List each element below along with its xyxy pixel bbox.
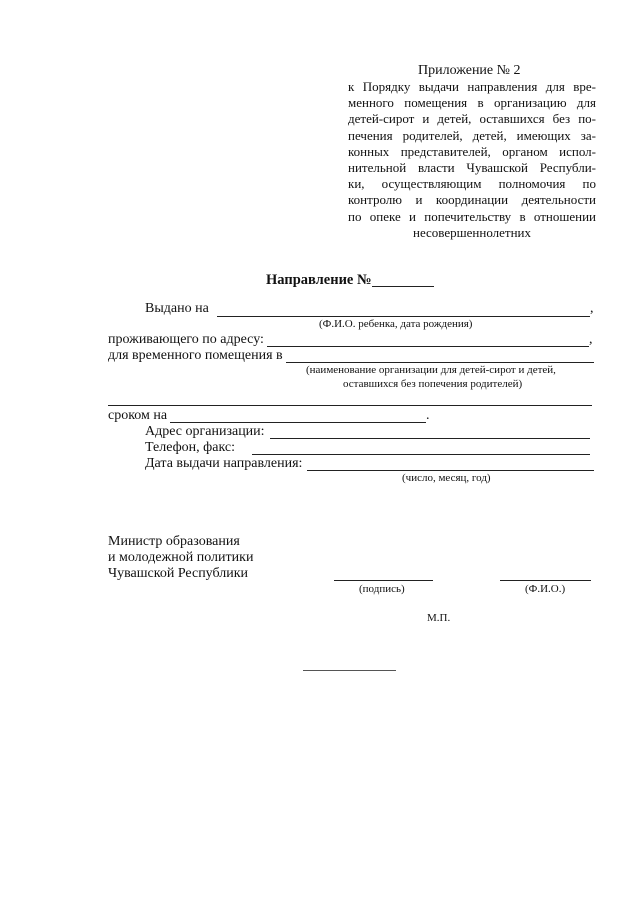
appendix-line: несовершеннолетних bbox=[412, 224, 532, 240]
footnote-divider bbox=[303, 670, 396, 671]
org-address-label: Адрес организации: bbox=[145, 424, 265, 439]
document-title: Направление № bbox=[266, 272, 372, 288]
appendix-line: по опеке и попечительству в отношении bbox=[348, 208, 596, 224]
appendix-line: менного помещения в организацию для bbox=[348, 95, 596, 111]
issued-to-comma: , bbox=[590, 301, 594, 316]
phone-field[interactable] bbox=[252, 454, 590, 455]
signer-name-hint: (Ф.И.О.) bbox=[525, 583, 566, 595]
issued-to-hint: (Ф.И.О. ребенка, дата рождения) bbox=[319, 318, 473, 330]
issued-to-field[interactable] bbox=[217, 316, 590, 317]
issue-date-hint: (число, месяц, год) bbox=[402, 472, 491, 484]
address-comma: , bbox=[589, 332, 593, 347]
stamp-placeholder: М.П. bbox=[427, 612, 451, 624]
signature-hint: (подпись) bbox=[359, 583, 405, 595]
appendix-line: к Порядку выдачи направления для вре- bbox=[348, 79, 596, 94]
appendix-title: Приложение № 2 bbox=[418, 63, 521, 78]
appendix-line: контролю и координации деятельности bbox=[348, 192, 596, 208]
term-period: . bbox=[426, 408, 430, 423]
term-field[interactable] bbox=[170, 422, 426, 423]
appendix-description bbox=[348, 79, 596, 241]
appendix-line: печения родителей, детей, имеющих за- bbox=[348, 127, 596, 143]
phone-label: Телефон, факс: bbox=[145, 440, 236, 455]
term-label: сроком на bbox=[108, 408, 168, 423]
placement-field-continued[interactable] bbox=[108, 405, 592, 406]
issue-date-field[interactable] bbox=[307, 470, 594, 471]
signer-name-field[interactable] bbox=[500, 580, 591, 581]
issued-to-label: Выдано на bbox=[145, 301, 209, 316]
appendix-line: детей-сирот и детей, оставшихся без по- bbox=[348, 111, 596, 127]
placement-label: для временного помещения в bbox=[108, 348, 283, 363]
signer-position-line-1: Министр образования bbox=[108, 534, 240, 549]
appendix-line: ки, осуществляющим полномочия по bbox=[348, 176, 596, 192]
signature-field[interactable] bbox=[334, 580, 433, 581]
address-label: проживающего по адресу: bbox=[108, 332, 264, 347]
address-field[interactable] bbox=[267, 346, 589, 347]
document-number-field[interactable] bbox=[372, 286, 434, 287]
signer-position-line-2: и молодежной политики bbox=[108, 550, 254, 565]
placement-field[interactable] bbox=[286, 362, 594, 363]
placement-hint-line-2: оставшихся без попечения родителей) bbox=[343, 378, 523, 390]
signer-position-line-3: Чувашской Республики bbox=[108, 566, 249, 581]
placement-hint-line-1: (наименование организации для детей-сирот и детей, bbox=[306, 364, 556, 376]
org-address-field[interactable] bbox=[270, 438, 590, 439]
appendix-line: конных представителей, органом испол- bbox=[348, 143, 596, 159]
appendix-line: нительной власти Чувашской Республи- bbox=[348, 160, 596, 176]
issue-date-label: Дата выдачи направления: bbox=[145, 456, 303, 471]
